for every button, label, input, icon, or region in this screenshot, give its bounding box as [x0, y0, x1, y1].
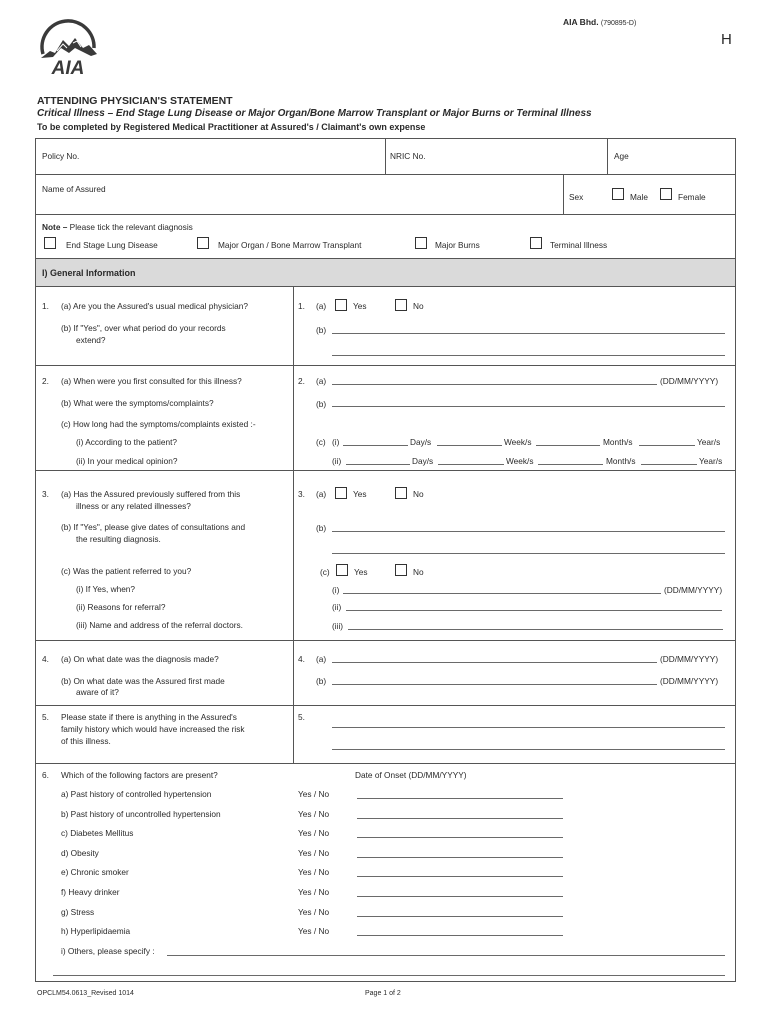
q2-c-i-days-line[interactable] — [343, 445, 408, 446]
factor-label: g) Stress — [61, 907, 95, 917]
q3-c-answer-label: (c) — [320, 567, 330, 577]
q5-number: 5. — [42, 712, 49, 722]
q5-question-cont: of this illness. — [61, 736, 111, 746]
q2-b-answer-line[interactable] — [332, 406, 725, 407]
sex-label: Sex — [569, 192, 584, 202]
column-divider — [607, 138, 608, 174]
company-header — [563, 17, 636, 29]
section-header-band — [36, 259, 735, 286]
q2-c-i-months-label: Month/s — [603, 437, 633, 447]
company-registration: (790895-D) — [600, 20, 637, 27]
q4-b-question-cont: aware of it? — [76, 687, 119, 697]
q1-no-checkbox[interactable] — [395, 299, 407, 311]
q5-answer-line[interactable] — [332, 727, 725, 728]
factor-yes-no[interactable]: Yes / No — [298, 789, 330, 799]
factor-label: f) Heavy drinker — [61, 887, 120, 897]
page-instruction: To be completed by Registered Medical Practitioner at Assured's / Claimant's own expense — [37, 122, 426, 132]
q4-b-question: (b) On what date was the Assured first made — [61, 676, 225, 686]
q3-number: 3. — [42, 489, 49, 499]
q2-c-ii-months-line[interactable] — [538, 464, 603, 465]
q2-b-answer-label: (b) — [316, 399, 327, 409]
factor-label: c) Diabetes Mellitus — [61, 828, 134, 838]
q2-c-ii-days-label: Day/s — [412, 456, 434, 466]
factor-onset-line[interactable] — [357, 876, 563, 877]
q5-question-cont: family history which would have increased the risk — [61, 724, 245, 734]
q2-a-date-format: (DD/MM/YYYY) — [660, 376, 719, 386]
factor-yes-no[interactable]: Yes / No — [298, 907, 330, 917]
q3-c-yes-label: Yes — [354, 567, 368, 577]
factor-label: d) Obesity — [61, 848, 99, 858]
q3-c-iii-answer-line[interactable] — [348, 629, 723, 630]
q2-c-ii-months-label: Month/s — [606, 456, 636, 466]
q3-b-answer-line[interactable] — [332, 553, 725, 554]
factor-onset-line[interactable] — [357, 837, 563, 838]
q3-c-i-question: (i) If Yes, when? — [76, 584, 136, 594]
q1-answer-number: 1. — [298, 301, 305, 311]
factor-yes-no[interactable]: Yes / No — [298, 809, 330, 819]
q1-yes-label: Yes — [353, 301, 367, 311]
q6-number: 6. — [42, 770, 49, 780]
row-divider — [35, 174, 735, 175]
factor-yes-no[interactable]: Yes / No — [298, 828, 330, 838]
page-title: ATTENDING PHYSICIAN'S STATEMENT — [37, 95, 233, 107]
female-checkbox[interactable] — [660, 188, 672, 200]
q6-others-label: i) Others, please specify : — [61, 946, 155, 956]
form-code: H — [721, 31, 732, 48]
q2-c-ii-answer-label: (ii) — [332, 456, 342, 466]
row-divider — [35, 214, 735, 215]
q2-c-i-answer-label: (i) — [332, 437, 340, 447]
q3-b-question-cont: the resulting diagnosis. — [76, 534, 161, 544]
q1-yes-checkbox[interactable] — [335, 299, 347, 311]
factor-yes-no[interactable]: Yes / No — [298, 887, 330, 897]
q2-c-question: (c) How long had the symptoms/complaints existed :- — [61, 419, 256, 429]
factor-onset-line[interactable] — [357, 798, 563, 799]
note-text: Please tick the relevant diagnosis — [69, 222, 193, 232]
row-divider — [35, 640, 735, 641]
q2-b-question: (b) What were the symptoms/complaints? — [61, 398, 214, 408]
name-of-assured-field[interactable]: Name of Assured — [42, 184, 106, 194]
q3-a-question-cont: illness or any related illnesses? — [76, 501, 191, 511]
factor-label: h) Hyperlipidaemia — [61, 926, 131, 936]
q6-onset-header: Date of Onset (DD/MM/YYYY) — [355, 770, 467, 780]
q2-c-ii-years-line[interactable] — [641, 464, 697, 465]
q1-b-answer-line[interactable] — [332, 355, 725, 356]
company-name: AIA Bhd. — [563, 17, 599, 27]
form-reference: OPCLM54.0613_Revised 1014 — [37, 990, 134, 997]
aia-logo-mark — [35, 18, 101, 76]
male-label: Male — [630, 192, 648, 202]
q1-no-label: No — [413, 301, 424, 311]
q4-a-question: (a) On what date was the diagnosis made? — [61, 654, 219, 664]
factor-yes-no[interactable]: Yes / No — [298, 926, 330, 936]
q5-answer-line[interactable] — [332, 749, 725, 750]
q5-answer-number: 5. — [298, 712, 305, 722]
q1-a-answer-label: (a) — [316, 301, 327, 311]
factor-onset-line[interactable] — [357, 896, 563, 897]
q4-number: 4. — [42, 654, 49, 664]
q2-c-ii-question: (ii) In your medical opinion? — [76, 456, 178, 466]
q2-answer-number: 2. — [298, 376, 305, 386]
column-divider — [293, 286, 294, 763]
q2-a-date-line[interactable] — [332, 384, 657, 385]
q3-c-ii-question: (ii) Reasons for referral? — [76, 602, 166, 612]
q1-b-question-cont: extend? — [76, 335, 106, 345]
q2-c-ii-weeks-label: Week/s — [506, 456, 534, 466]
q3-answer-number: 3. — [298, 489, 305, 499]
q4-b-answer-label: (b) — [316, 676, 327, 686]
major-organ-transplant-label: Major Organ / Bone Marrow Transplant — [218, 240, 362, 250]
q3-c-question: (c) Was the patient referred to you? — [61, 566, 192, 576]
nric-no-field[interactable]: NRIC No. — [390, 151, 426, 161]
row-divider — [35, 286, 735, 287]
q2-c-ii-weeks-line[interactable] — [438, 464, 504, 465]
q1-a-question: (a) Are you the Assured's usual medical physician? — [61, 301, 248, 311]
q4-answer-number: 4. — [298, 654, 305, 664]
q2-c-i-weeks-label: Week/s — [504, 437, 532, 447]
q2-c-i-years-label: Year/s — [697, 437, 721, 447]
q3-a-question: (a) Has the Assured previously suffered from this — [61, 489, 241, 499]
factor-label: b) Past history of uncontrolled hypertension — [61, 809, 221, 819]
major-organ-transplant-checkbox[interactable] — [197, 237, 209, 249]
q3-c-ii-answer-label: (ii) — [332, 602, 342, 612]
female-label: Female — [678, 192, 706, 202]
q3-c-yes-checkbox[interactable] — [336, 564, 348, 576]
q4-b-date-line[interactable] — [332, 684, 657, 685]
factor-onset-line[interactable] — [357, 818, 563, 819]
q2-a-answer-label: (a) — [316, 376, 327, 386]
end-stage-lung-disease-checkbox[interactable] — [44, 237, 56, 249]
major-burns-label: Major Burns — [435, 240, 480, 250]
note-label: Note – — [42, 222, 68, 232]
q2-c-i-days-label: Day/s — [410, 437, 432, 447]
row-divider — [35, 365, 735, 366]
q4-a-date-line[interactable] — [332, 662, 657, 663]
end-stage-lung-disease-label: End Stage Lung Disease — [66, 240, 158, 250]
row-divider — [35, 763, 735, 764]
factor-label: e) Chronic smoker — [61, 867, 129, 877]
q6-others-line[interactable] — [167, 955, 725, 956]
q2-c-answer-label: (c) — [316, 437, 326, 447]
q3-c-no-label: No — [413, 567, 424, 577]
factor-yes-no[interactable]: Yes / No — [298, 848, 330, 858]
q4-a-answer-label: (a) — [316, 654, 327, 664]
row-divider — [35, 705, 735, 706]
q3-a-no-checkbox[interactable] — [395, 487, 407, 499]
factor-onset-line[interactable] — [357, 857, 563, 858]
q2-c-i-question: (i) According to the patient? — [76, 437, 178, 447]
factor-onset-line[interactable] — [357, 935, 563, 936]
row-divider — [35, 470, 735, 471]
column-divider — [563, 174, 564, 214]
q1-number: 1. — [42, 301, 49, 311]
q2-c-ii-years-label: Year/s — [699, 456, 723, 466]
terminal-illness-checkbox[interactable] — [530, 237, 542, 249]
q6-question: Which of the following factors are present? — [61, 770, 218, 780]
q3-a-no-label: No — [413, 489, 424, 499]
policy-no-field[interactable]: Policy No. — [42, 151, 80, 161]
q5-question: Please state if there is anything in the Assured's — [61, 712, 237, 722]
q3-b-answer-line[interactable] — [332, 531, 725, 532]
factor-yes-no[interactable]: Yes / No — [298, 867, 330, 877]
q3-c-i-date-line[interactable] — [343, 593, 661, 594]
page-subtitle: Critical Illness – End Stage Lung Disease or Major Organ/Bone Marrow Transplant or Major Burns or Terminal Illness — [37, 108, 592, 119]
q2-number: 2. — [42, 376, 49, 386]
terminal-illness-label: Terminal Illness — [550, 240, 608, 250]
q3-c-no-checkbox[interactable] — [395, 564, 407, 576]
page-number: Page 1 of 2 — [365, 990, 401, 997]
logo-lettering: AIA — [51, 58, 85, 76]
aia-logo — [35, 18, 101, 76]
q2-c-i-weeks-line[interactable] — [437, 445, 502, 446]
q4-b-date-format: (DD/MM/YYYY) — [660, 676, 719, 686]
diagnosis-note — [42, 222, 193, 232]
q3-b-question: (b) If "Yes", please give dates of consultations and — [61, 522, 246, 532]
male-checkbox[interactable] — [612, 188, 624, 200]
q1-b-question: (b) If "Yes", over what period do your records — [61, 323, 226, 333]
q6-others-line[interactable] — [53, 975, 725, 976]
q3-a-yes-label: Yes — [353, 489, 367, 499]
q3-c-iii-answer-label: (iii) — [332, 621, 344, 631]
q1-b-answer-label: (b) — [316, 325, 327, 335]
q1-b-answer-line[interactable] — [332, 333, 725, 334]
q3-c-iii-question: (iii) Name and address of the referral doctors. — [76, 620, 243, 630]
factor-onset-line[interactable] — [357, 916, 563, 917]
section-title: I) General Information — [42, 268, 136, 278]
q3-c-i-date-format: (DD/MM/YYYY) — [664, 585, 723, 595]
q2-c-ii-days-line[interactable] — [346, 464, 410, 465]
column-divider — [385, 138, 386, 174]
major-burns-checkbox[interactable] — [415, 237, 427, 249]
q2-c-i-years-line[interactable] — [639, 445, 695, 446]
q3-c-ii-answer-line[interactable] — [346, 610, 722, 611]
factor-label: a) Past history of controlled hypertension — [61, 789, 212, 799]
age-field[interactable]: Age — [614, 151, 629, 161]
q3-c-i-answer-label: (i) — [332, 585, 340, 595]
q2-a-question: (a) When were you first consulted for this illness? — [61, 376, 242, 386]
row-divider — [35, 258, 735, 259]
q4-a-date-format: (DD/MM/YYYY) — [660, 654, 719, 664]
q3-b-answer-label: (b) — [316, 523, 327, 533]
q3-a-yes-checkbox[interactable] — [335, 487, 347, 499]
q2-c-i-months-line[interactable] — [536, 445, 600, 446]
q3-a-answer-label: (a) — [316, 489, 327, 499]
